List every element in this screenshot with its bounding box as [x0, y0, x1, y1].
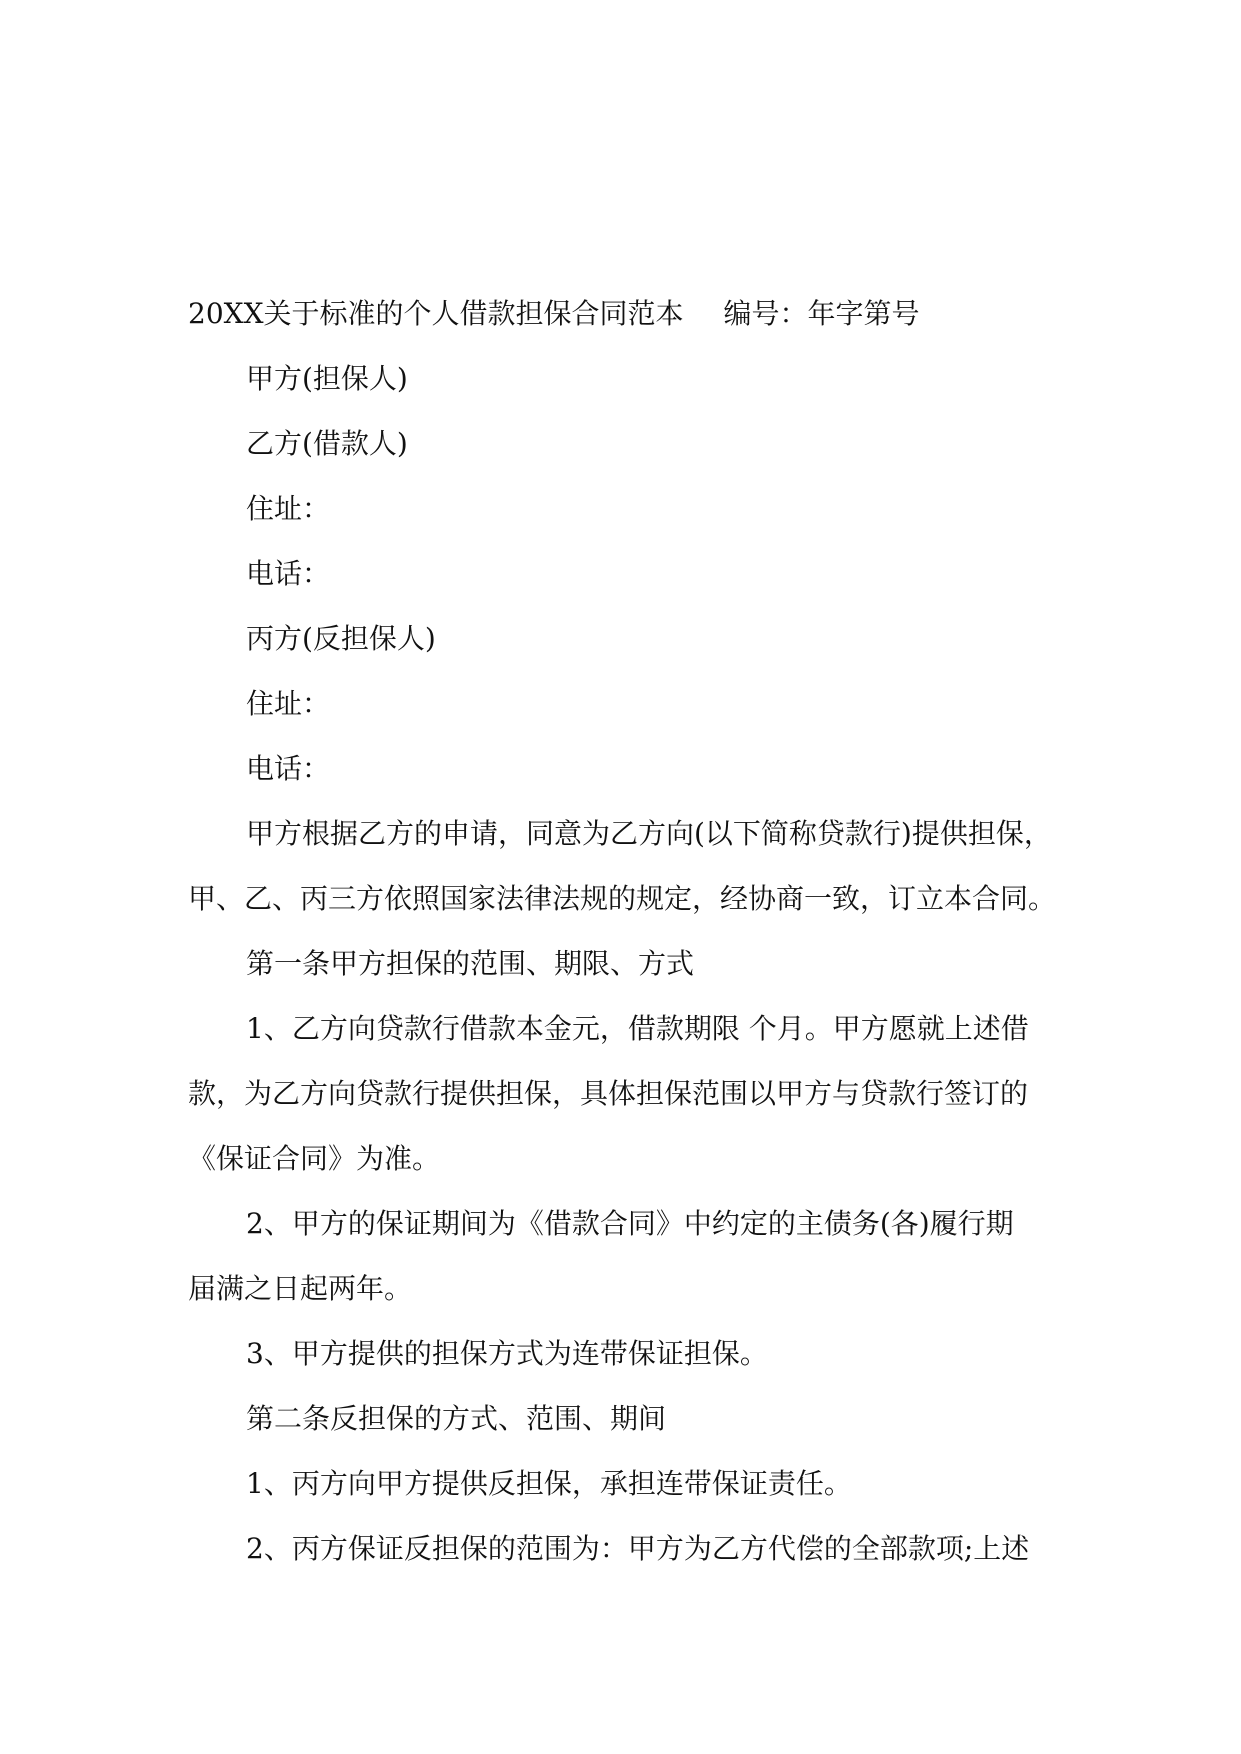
party-c-address: 住址：	[246, 687, 331, 720]
party-b-phone: 电话：	[246, 557, 331, 590]
party-b-address: 住址：	[246, 492, 331, 525]
article-1-item-1-line-3: 《保证合同》为准。	[188, 1142, 441, 1175]
article-1-item-3: 3、甲方提供的担保方式为连带保证担保。	[246, 1337, 768, 1370]
preamble-line-2: 甲、乙、丙三方依照国家法律法规的规定，经协商一致，订立本合同。	[188, 882, 1057, 915]
article-1-item-2-line-2: 届满之日起两年。	[188, 1272, 413, 1305]
party-b-label: 乙方(借款人)	[246, 427, 408, 460]
preamble-line-1: 甲方根据乙方的申请，同意为乙方向(以下简称贷款行)提供担保，	[246, 817, 1052, 850]
party-c-label: 丙方(反担保人)	[246, 622, 436, 655]
article-1-item-1-line-1: 1、乙方向贷款行借款本金元，借款期限 个月。甲方愿就上述借	[246, 1012, 1029, 1045]
article-1-heading: 第一条甲方担保的范围、期限、方式	[246, 947, 695, 980]
article-2-item-2-line-1: 2、丙方保证反担保的范围为：甲方为乙方代偿的全部款项;上述	[246, 1532, 1030, 1565]
article-2-heading: 第二条反担保的方式、范围、期间	[246, 1402, 667, 1435]
title-row	[188, 292, 1058, 357]
title-spacer	[684, 292, 724, 357]
serial-number-label: 编号：年字第号	[723, 297, 920, 330]
article-1-item-2-line-1: 2、甲方的保证期间为《借款合同》中约定的主债务(各)履行期	[246, 1207, 1014, 1240]
article-1-item-1-line-2: 款，为乙方向贷款行提供担保，具体担保范围以甲方与贷款行签订的	[188, 1077, 1029, 1110]
document-title: 20XX关于标准的个人借款担保合同范本	[188, 297, 684, 330]
party-a-label: 甲方(担保人)	[246, 362, 408, 395]
party-c-phone: 电话：	[246, 752, 331, 785]
document-body	[188, 292, 1058, 1592]
article-2-item-1: 1、丙方向甲方提供反担保，承担连带保证责任。	[246, 1467, 852, 1500]
